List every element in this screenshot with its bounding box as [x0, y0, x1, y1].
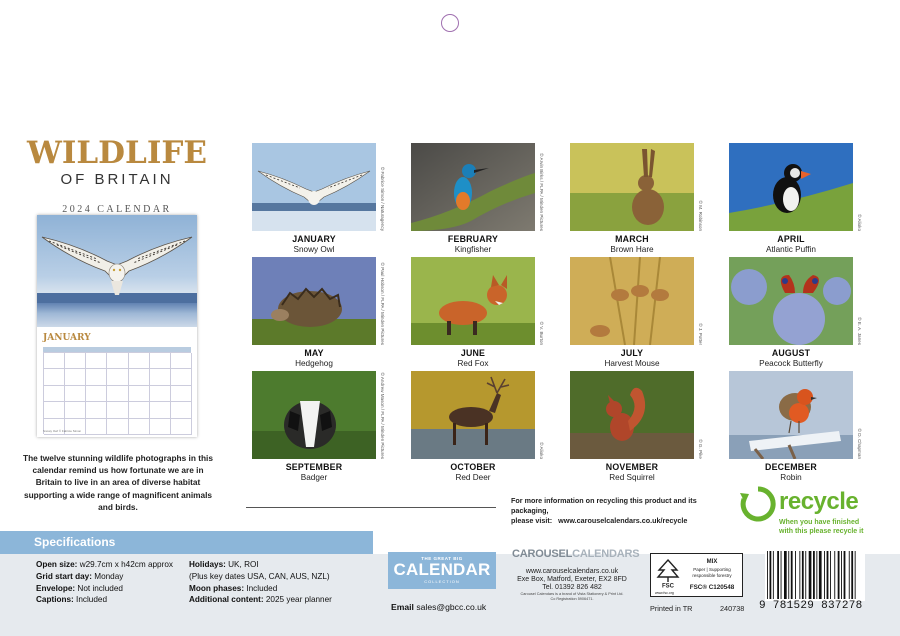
preview-day-cell — [65, 369, 86, 385]
photo-credit-text: © Alioko — [857, 214, 862, 231]
specifications-title: Specifications — [34, 535, 116, 549]
month-photo — [252, 143, 376, 231]
fsc-label — [650, 553, 743, 597]
month-photo — [570, 143, 694, 231]
photo-credit — [537, 257, 545, 345]
specifications-right — [189, 559, 332, 606]
preview-day-cell — [129, 386, 150, 402]
preview-day-cell — [65, 386, 86, 402]
barcode-icon — [765, 551, 865, 601]
fsc-paper-line-2: responsible forestry — [692, 572, 732, 578]
preview-day-cell — [129, 369, 150, 385]
recycle-word: recycle — [779, 488, 859, 515]
preview-day-cell — [150, 419, 171, 435]
title-block — [22, 136, 212, 215]
preview-day-cells — [43, 352, 191, 434]
fsc-paper — [683, 567, 741, 578]
month-photo — [570, 257, 694, 345]
month-photo — [252, 257, 376, 345]
month-card-march — [570, 143, 703, 254]
recycling-prefix: please visit: — [511, 516, 553, 525]
preview-day-cell — [150, 353, 171, 369]
recycling-line-1: For more information on recycling this product and its packaging, — [511, 496, 697, 515]
calendar-preview — [37, 215, 197, 437]
recycle-note — [779, 518, 879, 536]
month-photo — [252, 371, 376, 459]
spec-label: Holidays: — [189, 560, 226, 569]
carousel-logo-main: CAROUSEL — [512, 548, 573, 560]
fsc-mix: MIX — [706, 559, 718, 565]
divider-line — [246, 507, 496, 508]
animal-name: Badger — [300, 473, 328, 482]
specifications-header — [0, 531, 373, 554]
preview-day-cell — [107, 419, 128, 435]
tgbc-small-text: THE GREAT BIG — [421, 556, 463, 561]
email-line — [391, 602, 486, 612]
spec-line — [36, 559, 173, 571]
animal-name: Red Deer — [455, 473, 491, 482]
month-photo — [729, 257, 853, 345]
photo-credit-text: © J. Potter — [698, 323, 703, 345]
animal-name: Red Fox — [457, 359, 489, 368]
preview-day-cell — [129, 419, 150, 435]
photo-credit — [378, 143, 386, 231]
fsc-code: FSC® C120548 — [689, 584, 735, 591]
photo-credit — [855, 371, 863, 459]
preview-day-cell — [44, 369, 65, 385]
spec-label: Grid start day: — [36, 571, 92, 581]
animal-name: Harvest Mouse — [604, 359, 660, 368]
calendar-subtitle: OF BRITAIN — [60, 171, 174, 188]
month-name: MARCH — [615, 234, 649, 244]
calendar-year: 2024 CALENDAR — [62, 204, 172, 215]
month-name: JULY — [620, 348, 644, 358]
spec-line — [189, 559, 332, 571]
description-text: The twelve stunning wildlife photographs in this calendar remind us how fortunate we are in Britain to live in an area of diverse habitat supporting a wide range of magnificent animals and birds. — [23, 453, 213, 512]
calendar-title: WILDLIFE — [27, 135, 207, 171]
barcode-number: 9 781529 837278 — [759, 600, 863, 612]
preview-day-cell — [171, 402, 192, 418]
month-photo — [729, 371, 853, 459]
preview-day-cell — [86, 386, 107, 402]
carousel-address: Exe Box, Matford, Exeter, EX2 8FD — [517, 576, 627, 583]
carousel-calendars-info — [512, 548, 640, 602]
month-name: DECEMBER — [765, 462, 817, 472]
spec-value: UK, ROI — [228, 560, 259, 569]
month-name: AUGUST — [771, 348, 811, 358]
month-card-august — [729, 257, 862, 368]
spec-line — [36, 571, 173, 583]
spec-value: (Plus key dates USA, CAN, AUS, NZL) — [189, 571, 330, 581]
preview-day-cell — [107, 386, 128, 402]
month-card-december — [729, 371, 862, 482]
month-card-june — [411, 257, 544, 368]
photo-credit-text: © E. A. Janes — [857, 317, 862, 345]
month-card-april — [729, 143, 862, 254]
animal-name: Robin — [780, 473, 802, 482]
animal-name: Red Squirrel — [609, 473, 655, 482]
carousel-web[interactable]: www.carouselcalendars.co.uk — [525, 568, 619, 575]
product-code: 240738 — [720, 604, 745, 613]
spec-line — [36, 594, 173, 606]
photo-credit — [537, 371, 545, 459]
email-label: Email — [391, 602, 414, 612]
spec-line — [189, 571, 332, 583]
recycling-url[interactable]: www.carouselcalendars.co.uk/recycle — [558, 516, 688, 525]
month-name: MAY — [304, 348, 324, 358]
preview-day-cell — [86, 402, 107, 418]
email-address[interactable]: sales@gbcc.co.uk — [416, 602, 487, 612]
spec-line — [36, 583, 173, 595]
month-name: JANUARY — [292, 234, 336, 244]
photo-credit — [696, 371, 704, 459]
spec-line — [189, 594, 332, 606]
photo-credit-text: © Fabrice Simon / Naturagency — [380, 166, 385, 231]
fsc-logo-text: FSC — [662, 583, 674, 588]
preview-day-cell — [86, 353, 107, 369]
preview-caption: Snowy Owl © Fabrice Simon — [43, 429, 82, 433]
month-name: APRIL — [777, 234, 805, 244]
specifications-left — [36, 559, 173, 606]
preview-day-cell — [44, 353, 65, 369]
preview-day-cell — [129, 402, 150, 418]
recycle-note-line-1: When you have finished — [779, 519, 860, 526]
preview-day-cell — [150, 402, 171, 418]
spec-value: 2025 year planner — [265, 595, 332, 605]
photo-credit-text: © D. Chapman — [857, 428, 862, 459]
month-card-may — [252, 257, 385, 368]
photo-credit-text: © Andrew Mason / FLPA / Minden Pictures — [380, 372, 385, 459]
printed-in: Printed in TR — [650, 604, 693, 613]
great-big-calendar-logo — [388, 552, 496, 589]
month-card-november — [570, 371, 703, 482]
month-name: FEBRUARY — [447, 234, 499, 244]
photo-credit-text: © Arvin Birks / FLPA / Minden Pictures — [539, 153, 544, 231]
photo-credit — [696, 143, 704, 231]
month-card-july — [570, 257, 703, 368]
preview-day-cell — [107, 369, 128, 385]
preview-day-cell — [44, 386, 65, 402]
recycling-line-2 — [511, 516, 731, 526]
animal-name: Snowy Owl — [293, 245, 335, 254]
carousel-logo — [512, 548, 640, 560]
spec-value: Monday — [94, 571, 124, 581]
photo-credit — [378, 371, 386, 459]
photo-credit — [696, 257, 704, 345]
spec-value: Not included — [77, 583, 123, 593]
spec-value: w29.7cm x h42cm approx — [79, 560, 173, 569]
spec-value: Included — [246, 583, 278, 593]
fsc-paper-line-1: Paper | Supporting — [693, 567, 731, 572]
animal-name: Brown Hare — [610, 245, 654, 254]
spec-label: Additional content: — [189, 595, 264, 605]
spec-label: Captions: — [36, 595, 74, 605]
carousel-tel: Tel. 01392 826 482 — [542, 584, 602, 591]
month-name: NOVEMBER — [605, 462, 659, 472]
animal-name: Atlantic Puffin — [766, 245, 816, 254]
photo-credit — [855, 257, 863, 345]
tgbc-big-text: CALENDAR — [393, 560, 491, 579]
preview-day-cell — [171, 419, 192, 435]
preview-photo-snowy-owl — [37, 215, 197, 327]
month-photo — [570, 371, 694, 459]
preview-day-cell — [129, 353, 150, 369]
photo-credit-text: © Alioko — [539, 442, 544, 459]
animal-name: Kingfisher — [454, 245, 492, 254]
month-photo — [411, 143, 535, 231]
recycle-note-line-2: with this please recycle it — [779, 528, 864, 535]
preview-day-cell — [171, 369, 192, 385]
spec-value: Included — [76, 595, 108, 605]
animal-name: Hedgehog — [295, 359, 333, 368]
preview-day-cell — [171, 353, 192, 369]
month-photo — [729, 143, 853, 231]
month-name: SEPTEMBER — [285, 462, 343, 472]
preview-day-cell — [86, 369, 107, 385]
preview-day-cell — [65, 402, 86, 418]
snowy-owl-preview-illustration — [37, 215, 197, 327]
preview-day-cell — [150, 386, 171, 402]
month-card-january — [252, 143, 385, 254]
photo-credit — [537, 143, 545, 231]
photo-credit-text: © V. Burton — [539, 321, 544, 345]
month-card-february — [411, 143, 544, 254]
month-card-october — [411, 371, 544, 482]
preview-month-grid — [43, 333, 191, 434]
month-photo — [411, 257, 535, 345]
recycle-arrows-icon — [739, 485, 777, 523]
fsc-web: www.fsc.org — [655, 591, 674, 595]
recycling-info — [511, 496, 731, 526]
photo-credit-text: © Paul Hobson / FLPA / Minden Pictures — [380, 262, 385, 345]
photo-credit-text: © M. Robinson — [698, 200, 703, 231]
spec-line — [189, 583, 332, 595]
recycle-logo — [739, 485, 874, 541]
tgbc-collection-text: COLLECTION — [424, 579, 460, 584]
preview-day-cell — [107, 353, 128, 369]
spec-label: Envelope: — [36, 583, 76, 593]
month-name: JUNE — [460, 348, 486, 358]
preview-day-cell — [86, 419, 107, 435]
preview-day-cell — [107, 402, 128, 418]
preview-day-cell — [44, 402, 65, 418]
hang-hole — [441, 14, 459, 32]
animal-name: Peacock Butterfly — [759, 359, 823, 368]
carousel-legal-2: Co Registration 5906471. — [550, 597, 594, 601]
preview-day-cell — [171, 386, 192, 402]
spec-label: Open size: — [36, 560, 78, 569]
fsc-tree-icon — [655, 558, 681, 588]
spec-label: Moon phases: — [189, 583, 245, 593]
carousel-legal-1: Carousel Calendars is a brand of Vista Stationery & Print Ltd. — [520, 592, 624, 596]
preview-month-name: JANUARY — [43, 333, 91, 343]
preview-day-cell — [150, 369, 171, 385]
photo-credit — [378, 257, 386, 345]
carousel-logo-sub: CALENDARS — [572, 548, 640, 560]
month-card-september — [252, 371, 385, 482]
month-photo — [411, 371, 535, 459]
preview-day-cell — [65, 353, 86, 369]
photo-credit-text: © G. Pike — [698, 439, 703, 459]
month-name: OCTOBER — [450, 462, 496, 472]
photo-credit — [855, 143, 863, 231]
